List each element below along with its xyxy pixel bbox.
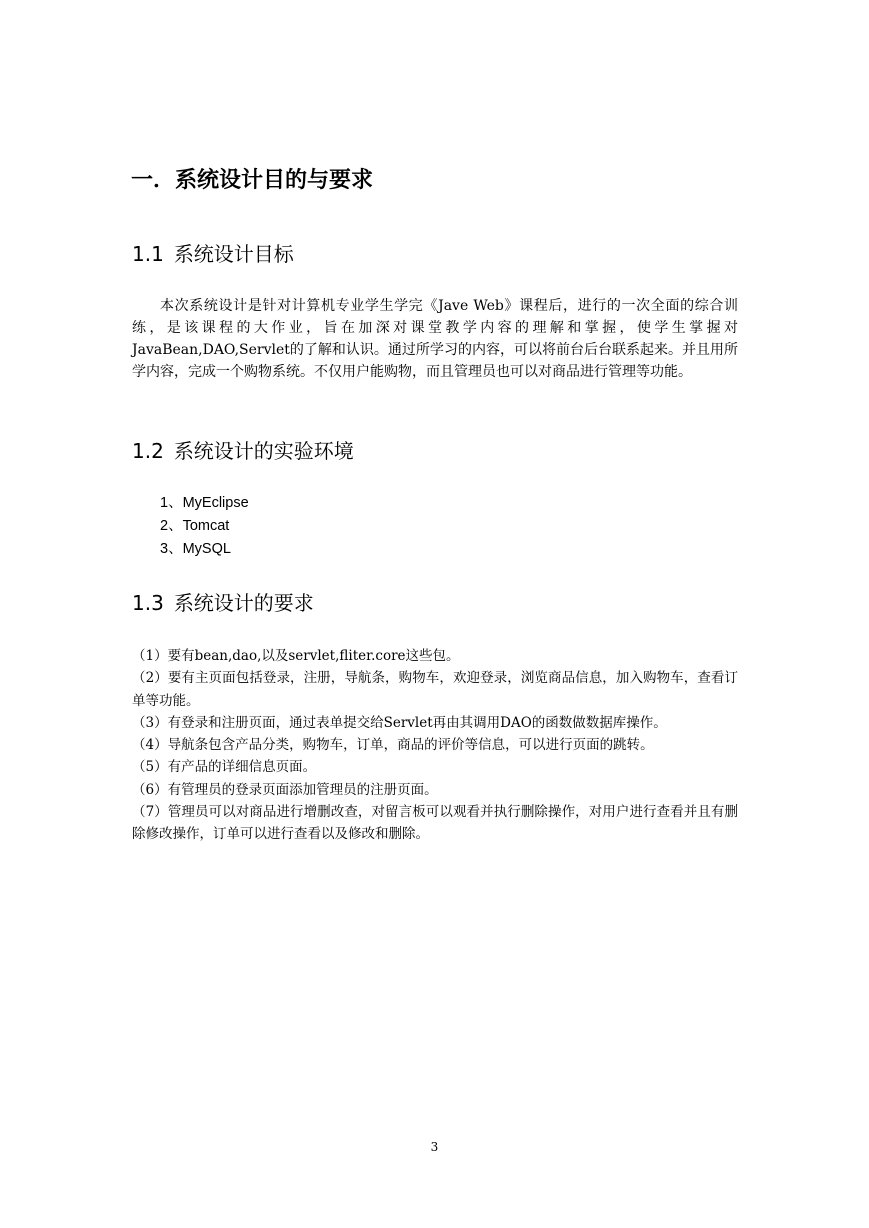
section-title: 系统设计的要求: [173, 591, 314, 615]
list-item: （4）导航条包含产品分类，购物车，订单，商品的评价等信息，可以进行页面的跳转。: [132, 737, 654, 754]
environment-list: [160, 492, 249, 561]
list-item: （3）有登录和注册页面，通过表单提交给Servlet再由其调用DAO的函数做数据库操作。: [132, 714, 667, 731]
list-item: （5）有产品的详细信息页面。: [132, 759, 317, 776]
section-number: 1.1: [132, 242, 164, 266]
section-title: 系统设计的实验环境: [173, 439, 354, 463]
list-item: （6）有管理员的登录页面添加管理员的注册页面。: [132, 781, 438, 798]
list-item: （2）要有主页面包括登录，注册，导航条，购物车，欢迎登录，浏览商品信息，加入购物车，查看订单等功能。: [132, 670, 738, 709]
section-heading-1-2: [132, 437, 354, 465]
list-item: （7）管理员可以对商品进行增删改查，对留言板可以观看并执行删除操作，对用户进行查看并且有删除修改操作，订单可以进行查看以及修改和删除。: [132, 804, 738, 843]
chapter-title: 一．系统设计目的与要求: [131, 168, 374, 193]
section-heading-1-3: [132, 589, 314, 617]
section-heading-1-1: [132, 240, 294, 268]
requirements-list: [132, 645, 738, 846]
list-item: （1）要有bean,dao,以及servlet,fliter.core这些包。: [132, 648, 460, 664]
list-item: 2、Tomcat: [160, 518, 230, 534]
section-number: 1.3: [132, 591, 164, 615]
list-item: 3、MySQL: [160, 541, 231, 557]
section-number: 1.2: [132, 439, 164, 463]
section-1-1-paragraph: 本次系统设计是针对计算机专业学生学完《Jave Web》课程后，进行的一次全面的综合训练，是该课程的大作业，旨在加深对课堂教学内容的理解和掌握，使学生掌握对JavaBean,DAO,Servlet的了解和认识。通过所学习的内容，可以将前台后台联系起来。并且用所学内容，完成一个购物系统。不仅用户能购物，而且管理员也可以对商品进行管理等功能。: [132, 298, 738, 380]
section-title: 系统设计目标: [173, 242, 294, 266]
page-number: 3: [430, 1140, 439, 1154]
list-item: 1、MyEclipse: [160, 495, 249, 511]
